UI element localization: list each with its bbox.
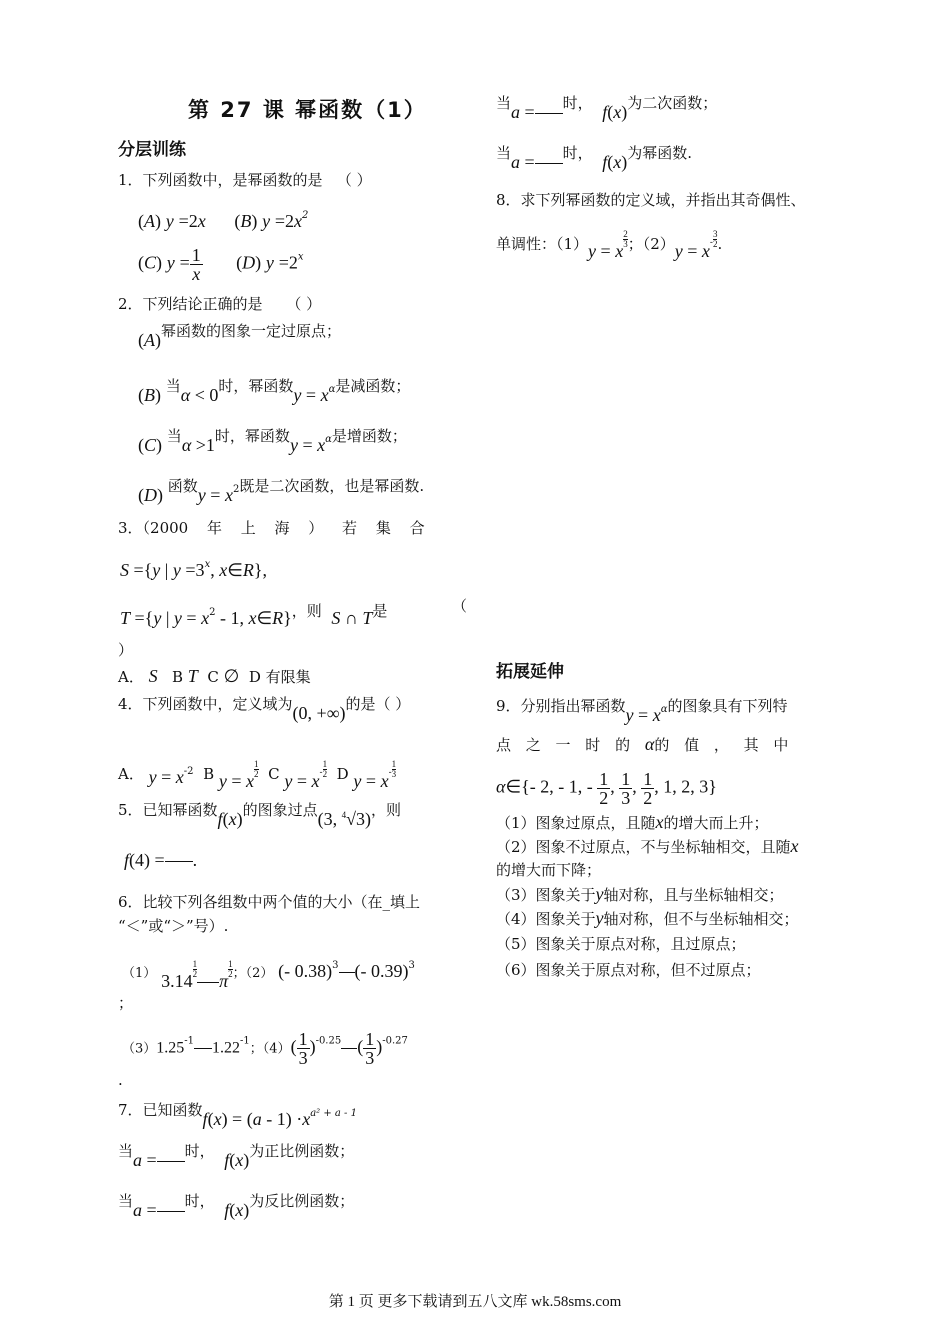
question-6-line1: 6．比较下列各组数中两个值的大小（在_填上 [118, 893, 421, 911]
q7-condition-1: 当a = 时， f(x)为正比例函数； [118, 1142, 355, 1170]
q4-options: A． $y = x^{-2}$ B y = x $\frac{1}{2}$ C y = x- $\frac{1}{2}$ D y = x- $\frac{1}{3}$ [118, 759, 397, 791]
q9-alpha-set: α∈{- 2, - 1, - $\frac{1}{2}$ , $\frac{1}{3}$ , $\frac{1}{2}$ , 1, 2, 3} [496, 769, 717, 808]
q1-option-c-d: (C) y = $\frac{1}{x}$ (D) $y =2^x$ [138, 245, 304, 284]
q3-options: A． S B T C ∅ D 有限集 [118, 666, 311, 686]
q9-item-2-cont: 的增大而下降； [496, 861, 602, 879]
question-2: 2．下列结论正确的是 （ ） [118, 295, 322, 313]
q9-item-6: （6）图象关于原点对称，但不过原点； [496, 961, 761, 979]
question-8-line2: 单调性：（1）y = x $\frac{2}{3}$ ；（2）y = x- $\frac{3}{2}$ . [496, 229, 723, 261]
q2-option-d: (D) 函数$y = x^2$既是二次函数，也是幂函数. [138, 477, 425, 505]
q6-period: . [118, 1071, 123, 1089]
q3-paren-left: （ [452, 597, 468, 615]
q9-item-3: （3）图象关于y轴对称，且与坐标轴相交； [496, 884, 784, 904]
q7-condition-2: 当a = 时， f(x)为反比例函数； [118, 1192, 355, 1220]
q2-option-a: (A)幂函数的图象一定过原点； [138, 322, 342, 350]
q5-answer-blank[interactable]: f(4) = . [124, 850, 198, 870]
question-1: 1．下列函数中，是幂函数的是 （ ） [118, 171, 372, 189]
q6-parts-3-4: $(3)1.25^{-1}$ $1.22^{-1}$；（4）( $\frac{1}{3}$ )$^{-0.25}$ ( $\frac{1}{3}$ )$^{-0.27}$ [122, 1029, 408, 1068]
q9-item-2: （2）图象不过原点，不与坐标轴相交，且随x [496, 836, 799, 856]
q7-condition-3: 当a = 时， f(x)为二次函数； [496, 94, 718, 122]
q2-option-c: (C) 当α >1时，幂函数$y = x^\alpha$是增函数； [138, 427, 407, 455]
q6-parts-1-2: （1） 3.14 $\frac{1}{2}$ π $\frac{1}{2}$ ；（2） (- 0.38)$^3$ (- 0.39)$^3$ [122, 959, 415, 991]
page-footer: 第 1 页 更多下载请到五八文库 wk.58sms.com [328, 1294, 622, 1310]
question-9: 9．分别指出幂函数$y = x^\alpha$的图象具有下列特 [496, 697, 788, 725]
section-heading-extension: 拓展延伸 [496, 662, 564, 682]
question-6-line2: “＜”或“＞”号）. [118, 917, 229, 935]
q3-paren-right: ） [118, 641, 134, 659]
question-7: 7．已知函数$f(x) = (a - 1) \cdot x^{a^2 + a - 1}$ [118, 1101, 357, 1129]
q1-option-a-b: (A) y =2x (B) $y =2x^2$ [138, 210, 309, 231]
q7-condition-4: 当a = 时， f(x)为幂函数. [496, 144, 693, 172]
q2-option-b: (B) 当α < 0时，幂函数$y = x^\alpha$是减函数； [138, 377, 411, 405]
question-9-line2: 点 之 一 时 的 α的 值 ， 其 中 [496, 734, 789, 754]
page-title: 第 27 课 幂函数（1） [188, 98, 427, 122]
q9-item-5: （5）图象关于原点对称，且过原点； [496, 935, 746, 953]
question-8-line1: 8．求下列幂函数的定义域，并指出其奇偶性、 [496, 191, 806, 209]
question-5: 5．已知幂函数f(x)的图象过点(3, $^4$√3)，则 [118, 801, 401, 829]
question-4: 4．下列函数中，定义域为(0, +∞)的是（ ） [118, 695, 411, 723]
q3-set-s: S ={y | $y =3^x$, x∈R}, [120, 559, 268, 580]
q9-item-4: （4）图象关于y轴对称，但不与坐标轴相交； [496, 908, 799, 928]
q9-item-1: （1）图象过原点，且随x的增大而上升； [496, 812, 769, 832]
question-3: 3．（2000 年 上 海 ） 若 集 合 [118, 519, 425, 537]
q3-set-t: T ={y | $y = x^2 - 1$, x∈R}，则 S ∩ T是 [120, 602, 388, 628]
q6-semicolon: ； [118, 994, 134, 1012]
section-heading-training: 分层训练 [118, 140, 186, 160]
